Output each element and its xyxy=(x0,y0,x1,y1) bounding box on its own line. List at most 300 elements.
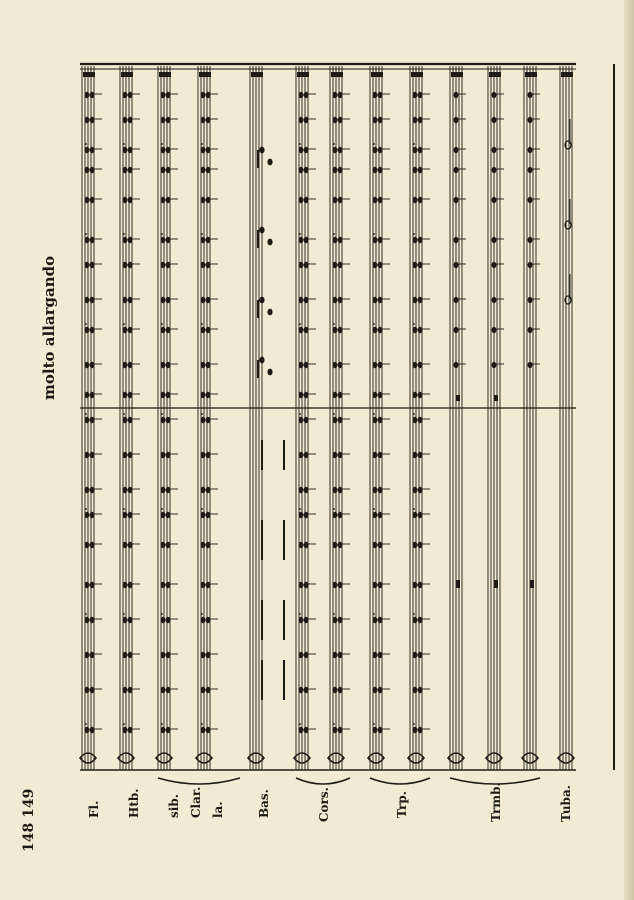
note-head xyxy=(378,617,383,623)
note-head xyxy=(201,687,206,693)
note-head xyxy=(166,582,171,588)
note-head xyxy=(492,147,497,153)
note-head xyxy=(333,117,338,123)
note-head xyxy=(492,362,497,368)
note-head xyxy=(128,727,133,733)
note-head xyxy=(206,392,211,398)
note-head xyxy=(413,687,418,693)
note-head xyxy=(413,617,418,623)
staccato-dot xyxy=(123,508,125,510)
instrument-label-trombones: Trmb. xyxy=(489,782,503,822)
staccato-dot xyxy=(299,143,301,145)
note-head xyxy=(454,92,459,98)
note-head xyxy=(128,262,133,268)
instrument-label-clarinet-bflat: sib. xyxy=(167,794,181,818)
note-head xyxy=(304,297,309,303)
note-head xyxy=(201,617,206,623)
note-head xyxy=(90,92,95,98)
note-head xyxy=(201,727,206,733)
note-head xyxy=(206,197,211,203)
note-head xyxy=(128,582,133,588)
note-head xyxy=(128,417,133,423)
note-head xyxy=(128,92,133,98)
note-head xyxy=(418,147,423,153)
note-head xyxy=(206,452,211,458)
note-head xyxy=(338,147,343,153)
time-signature xyxy=(199,72,211,77)
note-head xyxy=(166,297,171,303)
note-head xyxy=(378,687,383,693)
time-signature xyxy=(331,72,343,77)
note-head xyxy=(418,117,423,123)
note-head xyxy=(123,617,128,623)
note-head xyxy=(338,452,343,458)
note-head xyxy=(378,512,383,518)
note-head xyxy=(413,487,418,493)
note-head xyxy=(528,327,533,333)
note-head xyxy=(85,392,90,398)
note-head xyxy=(85,327,90,333)
staccato-dot xyxy=(85,233,87,235)
note-head xyxy=(161,617,166,623)
note-head xyxy=(123,327,128,333)
note-head xyxy=(338,237,343,243)
staccato-dot xyxy=(123,723,125,725)
note-head xyxy=(166,727,171,733)
note-head xyxy=(299,262,304,268)
note-head xyxy=(166,617,171,623)
note-head xyxy=(201,512,206,518)
staccato-dot xyxy=(201,233,203,235)
note-head xyxy=(123,727,128,733)
note-head xyxy=(85,147,90,153)
note-head xyxy=(267,159,272,166)
note-head xyxy=(259,297,264,304)
note-head xyxy=(201,92,206,98)
note-head xyxy=(85,117,90,123)
note-head xyxy=(201,297,206,303)
note-head xyxy=(338,297,343,303)
staccato-dot xyxy=(201,323,203,325)
note-head xyxy=(161,727,166,733)
note-head xyxy=(90,197,95,203)
note-head xyxy=(123,652,128,658)
note-head xyxy=(123,262,128,268)
staccato-dot xyxy=(85,613,87,615)
note-head xyxy=(304,327,309,333)
note-head xyxy=(123,92,128,98)
note-head xyxy=(85,297,90,303)
instrument-label-flute: Fl. xyxy=(87,800,101,818)
note-head xyxy=(378,297,383,303)
note-head xyxy=(161,687,166,693)
note-head xyxy=(333,542,338,548)
note-head xyxy=(299,417,304,423)
note-head xyxy=(378,262,383,268)
note-head xyxy=(418,727,423,733)
note-head xyxy=(123,687,128,693)
note-head xyxy=(90,512,95,518)
staccato-dot xyxy=(373,723,375,725)
note-head xyxy=(128,147,133,153)
note-head xyxy=(413,542,418,548)
note-head xyxy=(373,327,378,333)
note-head xyxy=(418,487,423,493)
note-head xyxy=(333,237,338,243)
note-head xyxy=(528,237,533,243)
staccato-dot xyxy=(201,508,203,510)
note-head xyxy=(299,617,304,623)
staccato-dot xyxy=(413,143,415,145)
note-head xyxy=(413,327,418,333)
note-head xyxy=(333,92,338,98)
note-head xyxy=(90,237,95,243)
note-head xyxy=(201,542,206,548)
note-head xyxy=(166,262,171,268)
staccato-dot xyxy=(123,233,125,235)
note-head xyxy=(304,452,309,458)
note-head xyxy=(259,147,264,154)
note-head xyxy=(206,167,211,173)
note-head xyxy=(373,297,378,303)
note-head xyxy=(206,617,211,623)
note-head xyxy=(128,487,133,493)
note-head xyxy=(166,392,171,398)
note-head xyxy=(90,167,95,173)
note-head xyxy=(90,262,95,268)
staccato-dot xyxy=(161,413,163,415)
note-head xyxy=(90,617,95,623)
note-head xyxy=(85,452,90,458)
note-head xyxy=(304,392,309,398)
note-head xyxy=(418,617,423,623)
note-head xyxy=(85,487,90,493)
note-head xyxy=(201,237,206,243)
note-head xyxy=(299,237,304,243)
time-signature xyxy=(251,72,263,77)
note-head xyxy=(373,582,378,588)
note-head xyxy=(418,197,423,203)
note-head xyxy=(206,582,211,588)
note-head xyxy=(85,237,90,243)
note-head xyxy=(528,92,533,98)
note-head xyxy=(166,362,171,368)
instrument-label-clarinet-a: la. xyxy=(211,801,225,818)
note-head xyxy=(492,117,497,123)
note-head xyxy=(90,487,95,493)
note-head xyxy=(299,652,304,658)
note-head xyxy=(413,512,418,518)
note-head xyxy=(418,237,423,243)
note-head xyxy=(304,147,309,153)
note-head xyxy=(528,197,533,203)
note-head xyxy=(304,687,309,693)
note-head xyxy=(338,362,343,368)
note-head xyxy=(123,147,128,153)
staccato-dot xyxy=(299,233,301,235)
note-head xyxy=(373,197,378,203)
note-head xyxy=(85,197,90,203)
note-head xyxy=(378,487,383,493)
staccato-dot xyxy=(333,323,335,325)
note-head xyxy=(333,297,338,303)
note-head xyxy=(454,237,459,243)
staccato-dot xyxy=(373,413,375,415)
note-head xyxy=(201,652,206,658)
note-head xyxy=(304,652,309,658)
note-head xyxy=(161,362,166,368)
note-head xyxy=(128,167,133,173)
note-head xyxy=(161,392,166,398)
note-head xyxy=(304,417,309,423)
staccato-dot xyxy=(201,143,203,145)
note-head xyxy=(373,452,378,458)
note-head xyxy=(90,582,95,588)
note-head xyxy=(90,542,95,548)
note-head xyxy=(85,512,90,518)
note-head xyxy=(206,727,211,733)
staccato-dot xyxy=(85,508,87,510)
instrument-label-tuba: Tuba. xyxy=(559,785,573,822)
time-signature xyxy=(297,72,309,77)
note-head xyxy=(304,727,309,733)
note-head xyxy=(123,117,128,123)
note-head xyxy=(333,327,338,333)
note-head xyxy=(128,327,133,333)
note-head xyxy=(123,512,128,518)
note-head xyxy=(166,92,171,98)
note-head xyxy=(333,512,338,518)
note-head xyxy=(299,297,304,303)
note-head xyxy=(128,297,133,303)
tempo-marking: molto allargando xyxy=(40,255,58,400)
note-head xyxy=(161,452,166,458)
note-head xyxy=(418,652,423,658)
staccato-dot xyxy=(373,323,375,325)
note-head xyxy=(528,262,533,268)
note-head xyxy=(201,262,206,268)
instrument-label-trumpets: Trp. xyxy=(395,791,409,818)
whole-rest xyxy=(530,580,534,588)
note-head xyxy=(333,687,338,693)
whole-rest xyxy=(494,580,498,588)
note-head xyxy=(304,582,309,588)
note-head xyxy=(373,727,378,733)
note-head xyxy=(413,727,418,733)
note-head xyxy=(333,617,338,623)
note-head xyxy=(418,512,423,518)
note-head xyxy=(338,542,343,548)
note-head xyxy=(413,362,418,368)
note-head xyxy=(206,262,211,268)
note-head xyxy=(378,237,383,243)
note-head xyxy=(373,167,378,173)
note-head xyxy=(206,362,211,368)
note-head xyxy=(338,652,343,658)
note-head xyxy=(338,417,343,423)
note-head xyxy=(338,327,343,333)
note-head xyxy=(299,197,304,203)
note-head xyxy=(528,117,533,123)
note-head xyxy=(90,362,95,368)
staccato-dot xyxy=(373,508,375,510)
note-head xyxy=(418,262,423,268)
note-head xyxy=(338,617,343,623)
note-head xyxy=(338,392,343,398)
instrument-label-bassoon: Bas. xyxy=(257,789,271,818)
instrument-label-oboe: Htb. xyxy=(127,788,141,818)
note-head xyxy=(373,687,378,693)
note-head xyxy=(378,652,383,658)
note-head xyxy=(128,452,133,458)
note-head xyxy=(492,262,497,268)
note-head xyxy=(85,167,90,173)
note-head xyxy=(161,147,166,153)
note-head xyxy=(338,727,343,733)
note-head xyxy=(85,542,90,548)
note-head xyxy=(418,92,423,98)
note-head xyxy=(299,167,304,173)
note-head xyxy=(128,237,133,243)
note-head xyxy=(454,262,459,268)
staccato-dot xyxy=(333,723,335,725)
time-signature xyxy=(489,72,501,77)
staccato-dot xyxy=(123,413,125,415)
brace xyxy=(158,778,240,784)
rest xyxy=(494,395,498,401)
note-head xyxy=(201,167,206,173)
note-head xyxy=(128,652,133,658)
staccato-dot xyxy=(373,613,375,615)
note-head xyxy=(299,512,304,518)
note-head xyxy=(90,147,95,153)
time-signature xyxy=(371,72,383,77)
staccato-dot xyxy=(413,508,415,510)
note-head xyxy=(166,197,171,203)
note-head xyxy=(161,262,166,268)
note-head xyxy=(161,92,166,98)
note-head xyxy=(333,417,338,423)
note-head xyxy=(90,117,95,123)
staccato-dot xyxy=(413,413,415,415)
note-head xyxy=(123,297,128,303)
note-head xyxy=(528,147,533,153)
note-head xyxy=(492,167,497,173)
note-head xyxy=(161,167,166,173)
note-head xyxy=(338,92,343,98)
note-head xyxy=(492,237,497,243)
note-head xyxy=(373,512,378,518)
note-head xyxy=(123,362,128,368)
note-head xyxy=(123,237,128,243)
note-head xyxy=(338,687,343,693)
note-head xyxy=(85,417,90,423)
note-head xyxy=(128,512,133,518)
note-head xyxy=(299,117,304,123)
note-head xyxy=(166,487,171,493)
note-head xyxy=(267,239,272,246)
note-head xyxy=(166,117,171,123)
note-head xyxy=(413,167,418,173)
note-head xyxy=(166,452,171,458)
note-head xyxy=(373,117,378,123)
note-head xyxy=(454,297,459,303)
note-head xyxy=(413,197,418,203)
note-head xyxy=(418,582,423,588)
note-head xyxy=(373,417,378,423)
note-head xyxy=(373,392,378,398)
note-head xyxy=(304,92,309,98)
note-head xyxy=(373,362,378,368)
note-head xyxy=(201,362,206,368)
note-head xyxy=(90,297,95,303)
note-head xyxy=(90,417,95,423)
instrument-label-clarinet: Clar. xyxy=(189,786,203,818)
staccato-dot xyxy=(85,723,87,725)
note-head xyxy=(90,392,95,398)
note-head xyxy=(304,362,309,368)
note-head xyxy=(304,167,309,173)
note-head xyxy=(413,652,418,658)
note-head xyxy=(259,357,264,364)
note-head xyxy=(201,147,206,153)
note-head xyxy=(90,452,95,458)
note-head xyxy=(299,147,304,153)
note-head xyxy=(373,237,378,243)
note-head xyxy=(378,362,383,368)
note-head xyxy=(128,392,133,398)
time-signature xyxy=(159,72,171,77)
note-head xyxy=(373,542,378,548)
note-head xyxy=(166,327,171,333)
note-head xyxy=(201,487,206,493)
note-head xyxy=(299,487,304,493)
note-head xyxy=(333,362,338,368)
staccato-dot xyxy=(161,233,163,235)
note-head xyxy=(123,452,128,458)
note-head xyxy=(90,727,95,733)
note-head xyxy=(304,617,309,623)
staccato-dot xyxy=(299,613,301,615)
note-head xyxy=(206,512,211,518)
note-head xyxy=(378,197,383,203)
note-head xyxy=(378,117,383,123)
note-head xyxy=(201,582,206,588)
note-head xyxy=(413,297,418,303)
staccato-dot xyxy=(413,323,415,325)
note-head xyxy=(85,92,90,98)
staccato-dot xyxy=(85,143,87,145)
whole-rest xyxy=(456,580,460,588)
staccato-dot xyxy=(299,413,301,415)
note-head xyxy=(201,392,206,398)
note-head xyxy=(378,452,383,458)
note-head xyxy=(418,687,423,693)
note-head xyxy=(492,92,497,98)
note-head xyxy=(333,652,338,658)
note-head xyxy=(267,369,272,376)
note-head xyxy=(166,652,171,658)
note-head xyxy=(333,727,338,733)
note-head xyxy=(201,417,206,423)
note-head xyxy=(333,147,338,153)
note-head xyxy=(454,167,459,173)
note-head xyxy=(161,417,166,423)
note-head xyxy=(161,327,166,333)
note-head xyxy=(418,452,423,458)
note-head xyxy=(206,117,211,123)
note-head xyxy=(338,167,343,173)
